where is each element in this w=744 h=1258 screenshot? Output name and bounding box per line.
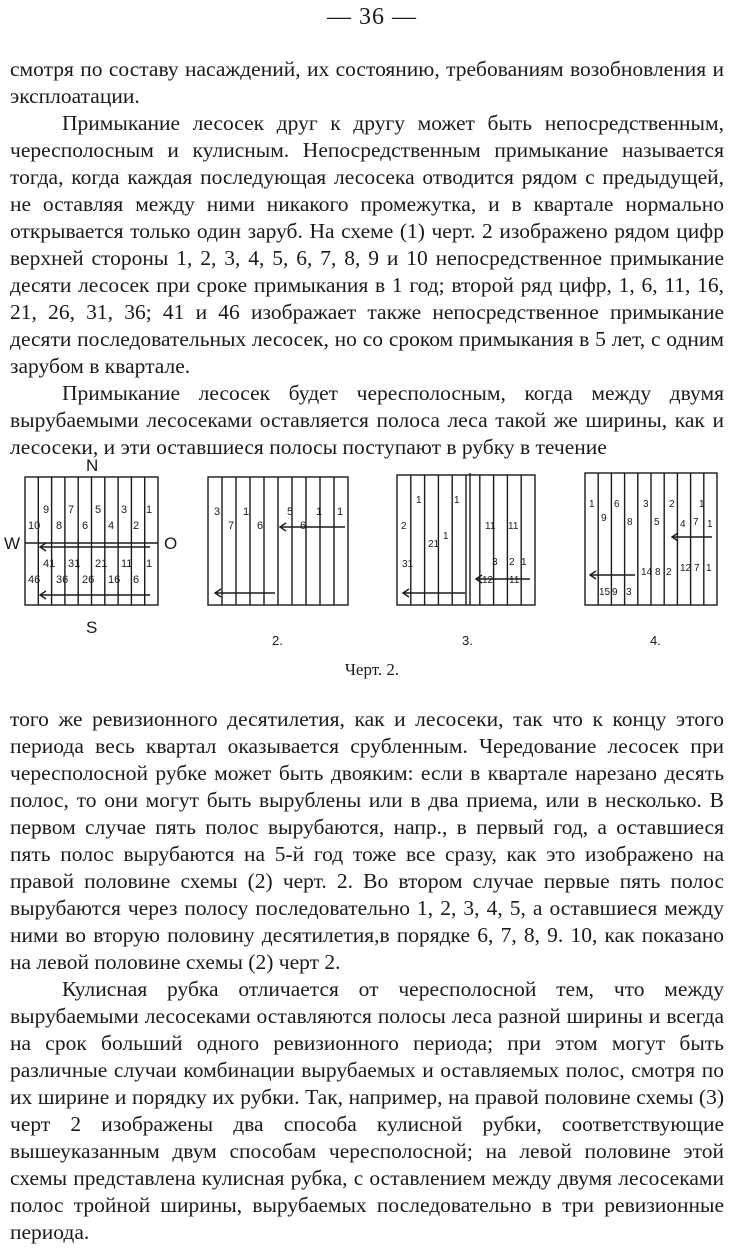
strip-number: 11	[121, 558, 133, 570]
strip-number: 11	[485, 521, 496, 532]
strip-number: 11	[509, 575, 520, 586]
scheme-3-labels	[401, 495, 527, 586]
strip-number: 1	[706, 563, 712, 574]
strip-number: 1	[243, 506, 250, 518]
strip-number: 8	[56, 520, 63, 532]
paragraph: Примыкание лесосек будет чересполосным, когда между двумя вырубаемыми лесосеками оставляется полоса леса такой же ширины, как и лесосеки, и эти оставшиеся полосы поступают в рубку в течение	[10, 381, 724, 459]
scheme-number: 4.	[650, 633, 661, 648]
strip-number: 6	[257, 520, 264, 532]
strip-number: 3	[492, 557, 498, 568]
strip-number: 8	[655, 567, 661, 578]
strip-number: 31	[68, 558, 81, 570]
scheme-1-labels	[28, 504, 152, 586]
strip-number: 1	[416, 495, 422, 506]
strip-number: 36	[56, 574, 69, 586]
strip-number: 7	[693, 517, 699, 528]
strip-number: 6	[300, 520, 307, 532]
strip-number: 7	[694, 563, 700, 574]
strip-number: 4	[680, 519, 686, 530]
strip-number: 2	[666, 567, 672, 578]
strip-number: 16	[108, 574, 121, 586]
strip-number: 6	[614, 499, 620, 510]
figure-schemes	[0, 455, 744, 685]
compass-south: S	[86, 618, 98, 637]
strip-number: 4	[108, 520, 115, 532]
strip-number: 2	[509, 557, 515, 568]
strip-number: 5	[287, 506, 294, 518]
text-block-bottom	[10, 706, 724, 1246]
strip-number: 12	[482, 575, 494, 586]
strip-number: 8	[627, 517, 633, 528]
strip-number: 1	[521, 557, 527, 568]
strip-number: 1	[146, 558, 153, 570]
strip-number: 1	[316, 506, 323, 518]
strip-number: 21	[428, 539, 440, 550]
scheme-2	[208, 477, 348, 605]
compass-west: W	[4, 534, 21, 553]
strip-number: 10	[28, 520, 41, 532]
strip-number: 46	[28, 574, 41, 586]
strip-number: 3	[214, 506, 221, 518]
strip-number: 1	[707, 519, 713, 530]
paragraph: того же ревизионного десятилетия, как и лесосеки, так что к концу этого периода весь квартал оказывается срубленным. Чередование лесосек при чересполосной рубке может быть двояким: если в квартале нарезано десять полос, то они могут быть вырублены или в два приема, или в несколько. В первом случае пять полос вырубаются, напр., в первый год, а оставшиеся пять полос вырубаются на 5-й год тоже все сразу, как это изображено на правой половине схемы (2) черт. 2. Во втором случае первые пять полос вырубаются через полосу последовательно 1, 2, 3, 4, 5, а оставшиеся между ними во вторую половину десятилетия,в порядке 6, 7, 8, 9. 10, как показано на левой половине схемы (2) черт 2.	[10, 707, 724, 974]
strip-number: 9	[43, 504, 50, 516]
strip-number: 9	[601, 513, 607, 524]
paragraph: Кулисная рубка отличается от чересполосной тем, что между вырубаемыми лесосеками оставляются полосы леса разной ширины и всегда на срок больший одного ревизионного периода; при этом могут быть различные случаи комбинации вырубаемых и оставляемых полос, смотря по их ширине и порядку их рубки. Так, например, на правой половине схемы (3) черт 2 изображены два способа кулисной рубки, соответствующие вышеуказанным двум способам чересполосной; на левой половине этой схемы представлена кулисная рубка, с оставлением между двумя лесосеками полос тройной ширины, вырубаемых последовательно в три ревизионные периода.	[10, 977, 724, 1244]
scheme-number: 3.	[462, 633, 473, 648]
strip-number: 11	[508, 521, 519, 532]
compass-east: O	[164, 534, 178, 553]
scheme-4	[585, 473, 717, 605]
strip-number: 1	[699, 499, 705, 510]
paragraph: Примыкание лесосек друг к другу может быть непосредственным, чересполосным и кулисным. Непосредственным примыкание называется тогда, когда каждая последующая лесосека отводится рядом с предыдущей, не оставляя между ними никакого промежутка, и в квартале нормально открывается только один заруб. На схеме (1) черт. 2 изображено рядом цифр верхней стороны 1, 2, 3, 4, 5, 6, 7, 8, 9 и 10 непосредственное примыкание десяти лесосек при сроке примыкания в 1 год; второй ряд цифр, 1, 6, 11, 16, 21, 26, 31, 36; 41 и 46 изображает также непосредственное примыкание десяти последовательных лесосек, но со сроком примыкания в 5 лет, с одним зарубом в квартале.	[10, 111, 724, 378]
strip-number: 1	[443, 531, 449, 542]
strip-number: 5	[95, 504, 102, 516]
strip-number: 6	[82, 520, 89, 532]
strip-number: 1	[454, 495, 460, 506]
strip-number: 6	[133, 574, 140, 586]
strip-number: 2	[133, 520, 140, 532]
strip-number: 15	[599, 587, 611, 598]
strip-number: 12	[680, 563, 692, 574]
strip-number: 5	[654, 517, 660, 528]
text-block-top	[10, 56, 724, 461]
strip-number: 7	[68, 504, 75, 516]
scheme-number: 2.	[272, 633, 283, 648]
schemes-drawing	[0, 455, 744, 685]
strip-number: 41	[43, 558, 56, 570]
strip-number: 1	[146, 504, 153, 516]
paragraph: смотря по составу насаждений, их состоянию, требованиям возобновления и эксплоатации.	[10, 57, 724, 108]
strip-number: 9	[612, 587, 618, 598]
strip-number: 1	[337, 506, 344, 518]
strip-number: 1	[589, 499, 595, 510]
strip-number: 2	[401, 521, 407, 532]
figure-caption: Черт. 2.	[344, 660, 400, 679]
strip-number: 21	[95, 558, 108, 570]
page-number: — 36 —	[327, 4, 417, 30]
strip-number: 3	[643, 499, 649, 510]
strip-number: 26	[82, 574, 95, 586]
strip-number: 2	[669, 499, 675, 510]
strip-number: 14	[641, 567, 653, 578]
strip-number: 3	[626, 587, 632, 598]
strip-number: 7	[228, 520, 235, 532]
strip-number: 3	[121, 504, 128, 516]
compass-north: N	[86, 456, 99, 475]
strip-number: 31	[402, 559, 414, 570]
